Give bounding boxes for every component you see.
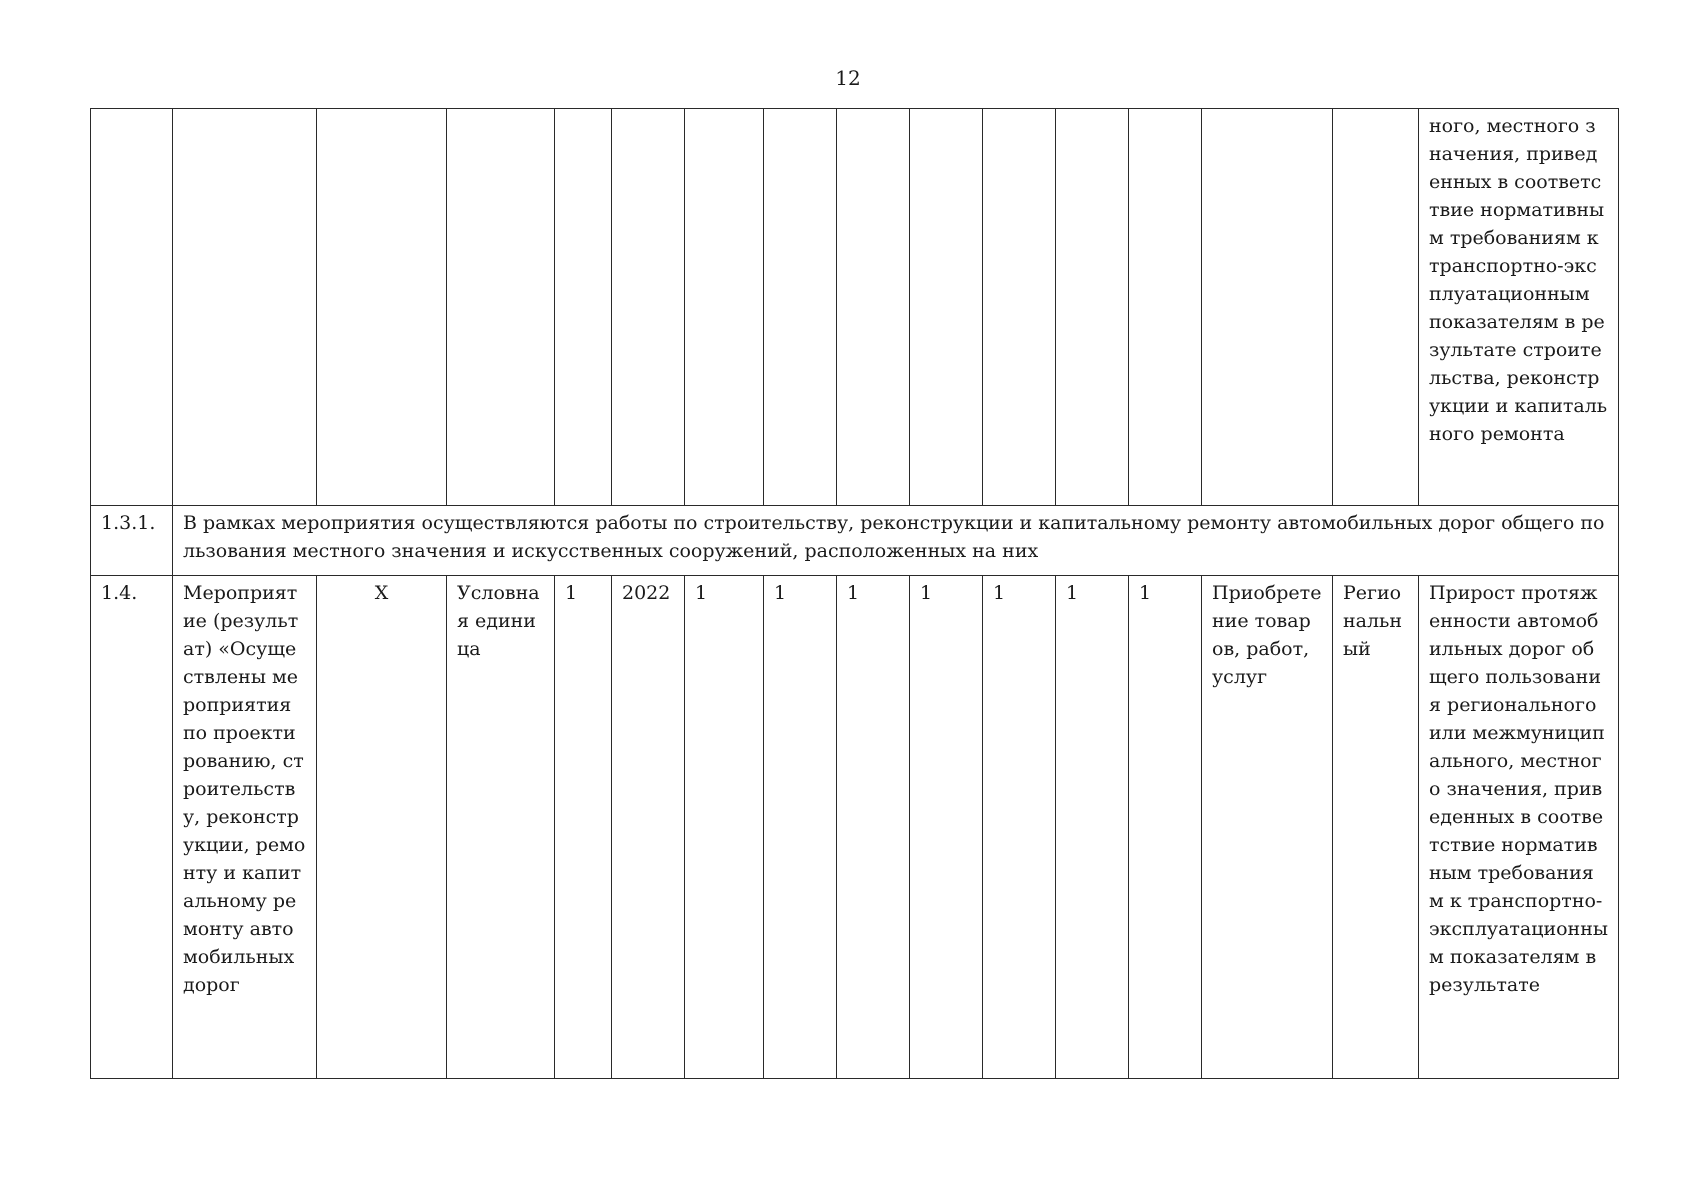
year-value: 1 — [983, 576, 1056, 1079]
table-row-continuation — [91, 109, 1619, 506]
table-row-event — [91, 576, 1619, 1079]
year-value: 1 — [1056, 576, 1129, 1079]
event-description: Прирост протяженности автомобильных дорог общего пользования регионального или межмуниципального, местного значения, приведенных в соответствие нормативным требованиям к транспортно-эксплуатационным показателям в результате — [1419, 576, 1619, 1079]
table-row-section — [91, 506, 1619, 576]
year-value: 1 — [910, 576, 983, 1079]
unit: Условная единица — [447, 576, 555, 1079]
table-cell — [685, 109, 764, 506]
table-cell — [1129, 109, 1202, 506]
table-cell — [764, 109, 837, 506]
table-cell — [983, 109, 1056, 506]
event-name: Мероприятие (результат) «Осуществлены мероприятия по проектированию, строительству, реконструкции, ремонту и капитальному ремонту автомобильных дорог — [173, 576, 317, 1079]
table-cell — [555, 109, 612, 506]
year-value: 1 — [1129, 576, 1202, 1079]
base-value: 1 — [555, 576, 612, 1079]
data-table — [90, 108, 1619, 1079]
section-description: В рамках мероприятия осуществляются работы по строительству, реконструкции и капитальному ремонту автомобильных дорог общего пользования местного значения и искусственных сооружений, расположенных на них — [173, 506, 1619, 576]
table-cell — [612, 109, 685, 506]
table-cell — [1202, 109, 1333, 506]
table-cell — [447, 109, 555, 506]
table-cell — [1333, 109, 1419, 506]
year-value: 1 — [837, 576, 910, 1079]
table-cell — [173, 109, 317, 506]
table-cell — [317, 109, 447, 506]
table-cell — [1056, 109, 1129, 506]
table-cell — [910, 109, 983, 506]
table-cell — [837, 109, 910, 506]
row-number: 1.4. — [91, 576, 173, 1079]
page-number: 12 — [835, 66, 861, 90]
event-type: Приобретение товаров, работ, услуг — [1202, 576, 1333, 1079]
continuation-description: ного, местного значения, приведенных в соответствие нормативным требованиям к транспортно-эксплуатационным показателям в результате строительства, реконструкции и капитального ремонта — [1419, 109, 1619, 506]
year-value: 1 — [685, 576, 764, 1079]
row-number: 1.3.1. — [91, 506, 173, 576]
event-level: Региональный — [1333, 576, 1419, 1079]
x-mark: X — [317, 576, 447, 1079]
year-value: 1 — [764, 576, 837, 1079]
table-cell — [91, 109, 173, 506]
base-year: 2022 — [612, 576, 685, 1079]
